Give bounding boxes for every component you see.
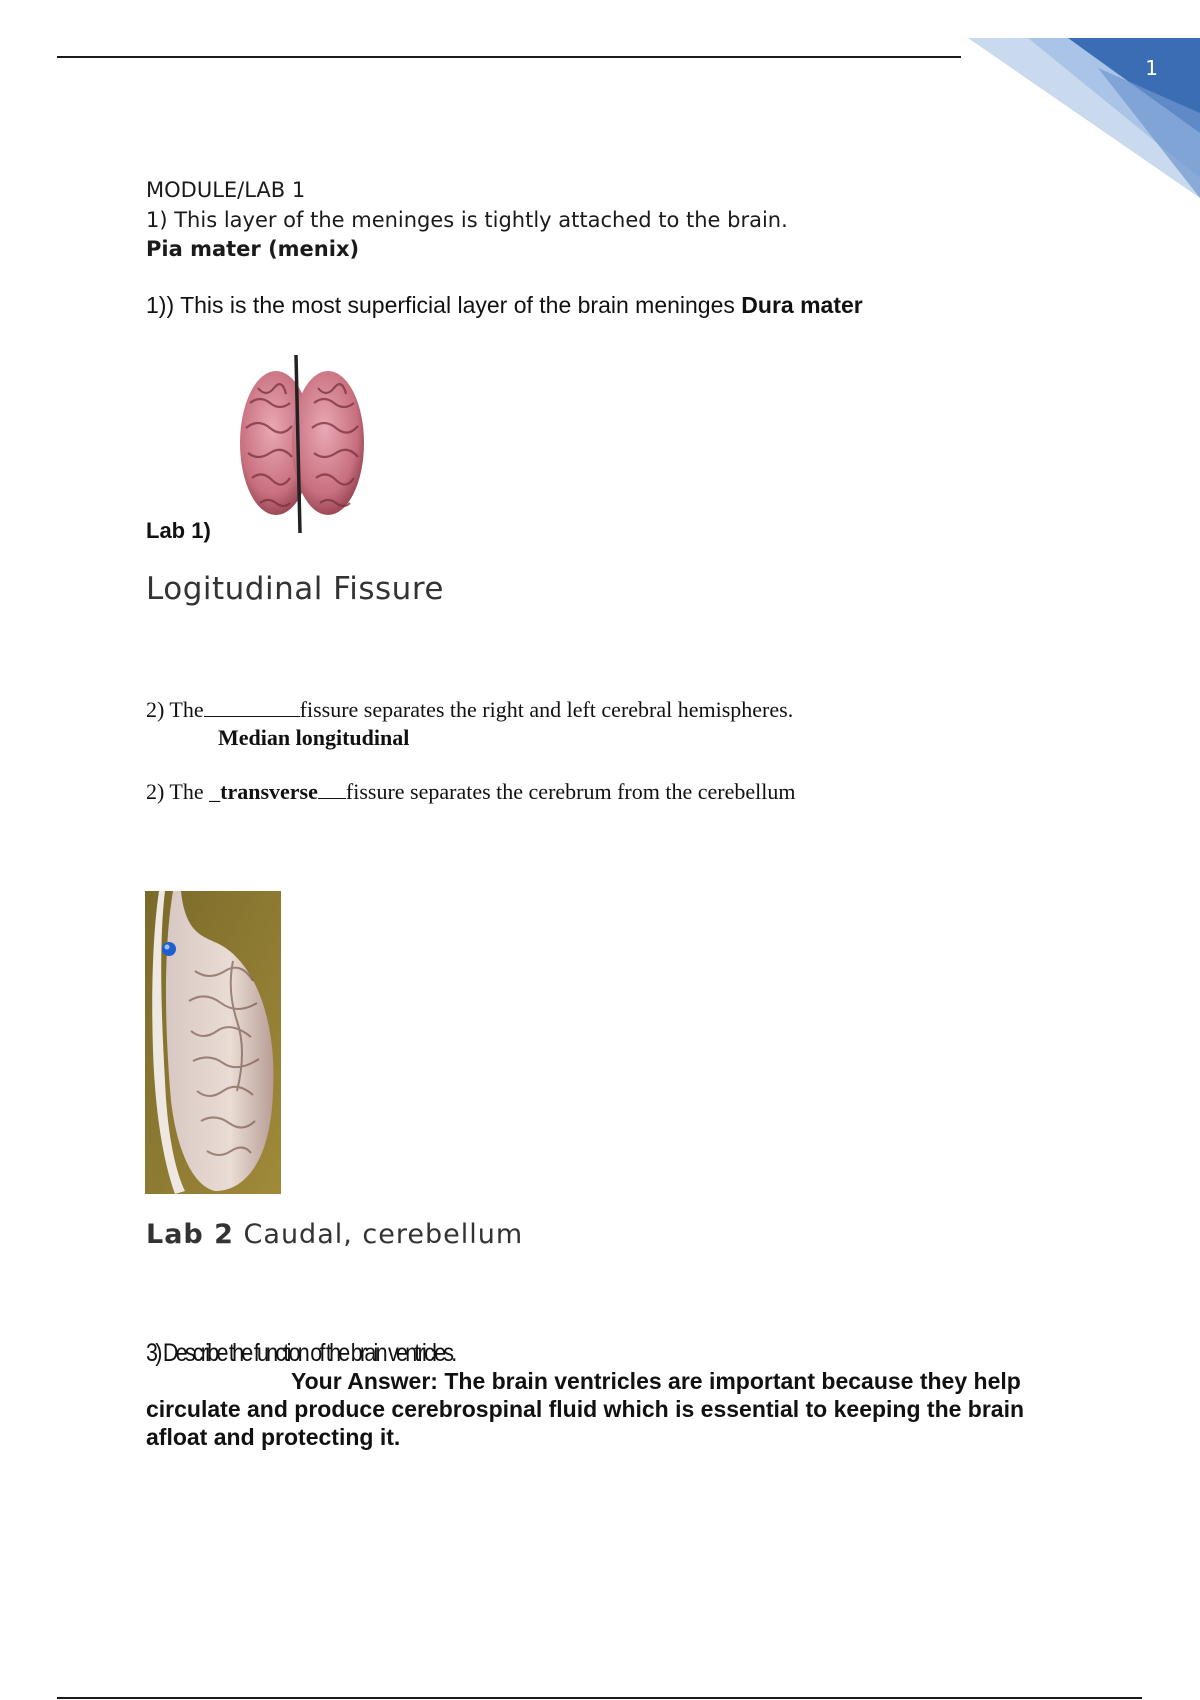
module-title: MODULE/LAB 1 [146,178,306,202]
lab-2-answer: Caudal, cerebellum [243,1219,524,1250]
answer-blank [204,698,300,717]
question-2-suffix: fissure separates the right and left cerebral hemispheres. [299,697,794,722]
corner-decoration [968,38,1200,198]
answer-3 [146,1367,1086,1451]
answer-2b: transverse [220,779,318,804]
lab-1-answer: Logitudinal Fissure [146,571,444,607]
footer-rule [57,1697,1142,1699]
question-3 [146,1339,505,1368]
brain-top-view-icon [236,353,368,535]
brain-side-view-icon [145,891,281,1194]
question-2b-prefix: 2) The _ [146,779,221,804]
answer-3-text: Your Answer: The brain ventricles are important because they help circulate and produce cerebrospinal fluid which is essential to keeping the brain afloat and protecting it. [146,1368,1025,1450]
lab-2-label: Lab 2 [146,1219,234,1250]
lab-1-label: Lab 1) [146,518,211,543]
lab-2-caption [146,1219,523,1250]
question-2b-suffix: fissure separates the cerebrum from the cerebellum [345,779,796,804]
page-number: 1 [1145,56,1158,80]
question-2b [146,779,795,805]
answer-1b: Dura mater [741,292,863,318]
question-2-prefix: 2) The [146,697,204,722]
question-2 [146,697,793,723]
header-rule [57,56,961,58]
answer-2: Median longitudinal [218,725,410,750]
question-3-text: 3) Describe the function of the brain ventricles. [146,1339,455,1367]
question-1b-text: 1)) This is the most superficial layer of the brain meninges [146,292,735,318]
answer-1: Pia mater (menix) [146,237,360,261]
answer-blank [318,780,346,799]
question-1: 1) This layer of the meninges is tightly attached to the brain. [146,208,788,232]
question-1b [146,292,863,319]
